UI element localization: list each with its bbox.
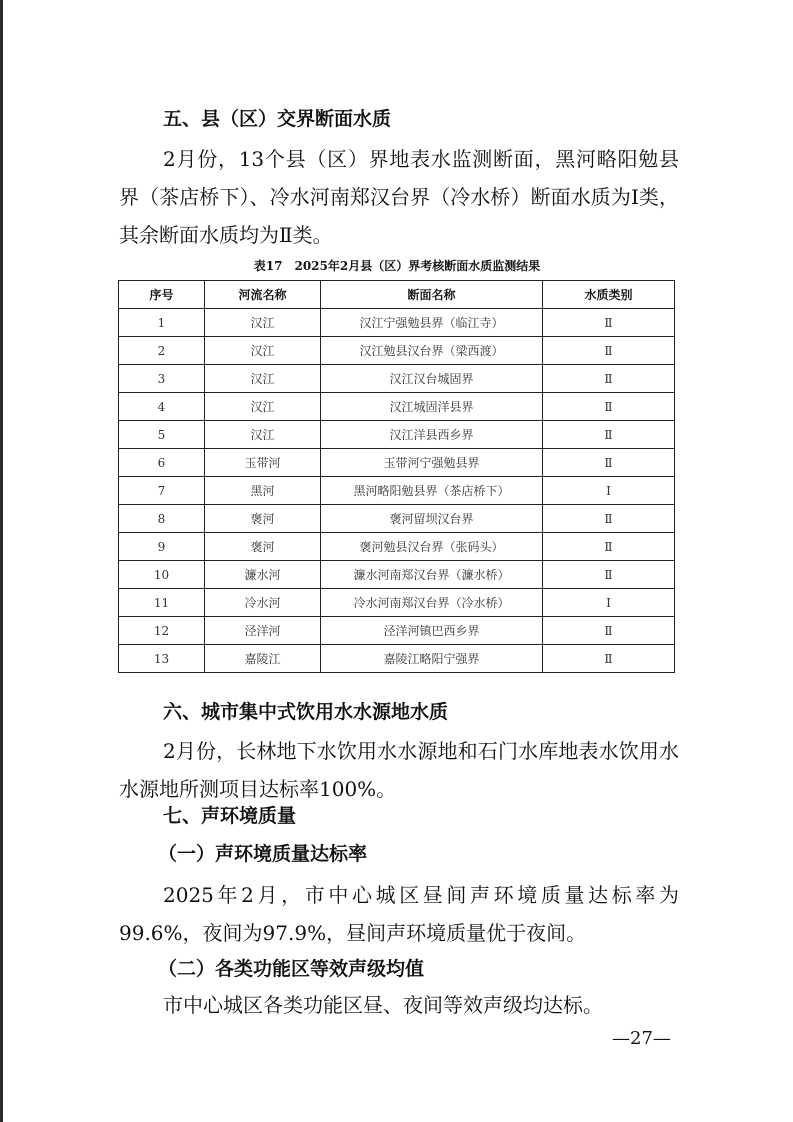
cell-index: 13 [119, 645, 205, 673]
section-6-paragraph: 2月份，长林地下水饮用水水源地和石门水库地表水饮用水水源地所测项目达标率100%。 [119, 739, 679, 801]
cell-river: 汉江 [205, 365, 321, 393]
cell-index: 11 [119, 589, 205, 617]
cell-index: 5 [119, 421, 205, 449]
table-row [119, 617, 675, 645]
table-row [119, 421, 675, 449]
table-row [119, 645, 675, 673]
cell-river: 汉江 [205, 309, 321, 337]
header-section: 断面名称 [321, 281, 543, 309]
cell-index: 12 [119, 617, 205, 645]
table-header-row [119, 281, 675, 309]
cell-section: 汉江洋县西乡界 [321, 421, 543, 449]
table-row [119, 505, 675, 533]
section-7-heading: 七、声环境质量 [163, 805, 297, 827]
cell-river: 泾洋河 [205, 617, 321, 645]
table-body [119, 309, 675, 673]
cell-section: 汉江勉县汉台界（梁西渡） [321, 337, 543, 365]
cell-section: 汉江汉台城固界 [321, 365, 543, 393]
table-row [119, 337, 675, 365]
section-7-sub1-paragraph: 2025年2月，市中心城区昼间声环境质量达标率为99.6%，夜间为97.9%，昼间声环境质量优于夜间。 [119, 883, 679, 945]
cell-section: 褒河勉县汉台界（张码头） [321, 533, 543, 561]
section-7-sub2-heading: （二）各类功能区等效声级均值 [158, 958, 425, 980]
cell-section: 冷水河南郑汉台界（冷水桥） [321, 589, 543, 617]
cell-river: 冷水河 [205, 589, 321, 617]
cell-section: 褒河留坝汉台界 [321, 505, 543, 533]
table-row [119, 561, 675, 589]
cell-index: 10 [119, 561, 205, 589]
page-number: —27— [612, 1028, 671, 1049]
cell-index: 2 [119, 337, 205, 365]
header-river: 河流名称 [205, 281, 321, 309]
cell-quality: Ⅱ [543, 421, 675, 449]
cell-quality: Ⅱ [543, 337, 675, 365]
page-edge-line [0, 0, 3, 1122]
cell-quality: Ⅱ [543, 449, 675, 477]
cell-quality: Ⅱ [543, 533, 675, 561]
cell-index: 6 [119, 449, 205, 477]
cell-river: 褒河 [205, 505, 321, 533]
cell-section: 濂水河南郑汉台界（濂水桥） [321, 561, 543, 589]
table-caption: 表17 2025年2月县（区）界考核断面水质监测结果 [253, 259, 541, 273]
cell-section: 黑河略阳勉县界（茶店桥下） [321, 477, 543, 505]
table-row [119, 477, 675, 505]
section-7-sub1-heading: （一）声环境质量达标率 [158, 843, 368, 865]
cell-quality: Ⅱ [543, 617, 675, 645]
table-row [119, 589, 675, 617]
section-7-sub2-paragraph: 市中心城区各类功能区昼、夜间等效声级均达标。 [163, 993, 603, 1017]
cell-river: 黑河 [205, 477, 321, 505]
cell-quality: Ⅱ [543, 393, 675, 421]
cell-section: 嘉陵江略阳宁强界 [321, 645, 543, 673]
table-row [119, 533, 675, 561]
cell-index: 8 [119, 505, 205, 533]
section-5-heading: 五、县（区）交界断面水质 [163, 108, 392, 130]
cell-index: 4 [119, 393, 205, 421]
cell-quality: Ⅱ [543, 561, 675, 589]
cell-quality: Ⅱ [543, 309, 675, 337]
cell-river: 玉带河 [205, 449, 321, 477]
cell-river: 濂水河 [205, 561, 321, 589]
cell-section: 汉江宁强勉县界（临江寺） [321, 309, 543, 337]
cell-river: 汉江 [205, 337, 321, 365]
section-5-paragraph: 2月份，13个县（区）界地表水监测断面，黑河略阳勉县界（茶店桥下）、冷水河南郑汉台界（冷水桥）断面水质为Ⅰ类，其余断面水质均为Ⅱ类。 [119, 147, 679, 247]
header-index: 序号 [119, 281, 205, 309]
cell-index: 7 [119, 477, 205, 505]
cell-quality: Ⅱ [543, 505, 675, 533]
table-row [119, 449, 675, 477]
water-quality-table [118, 280, 675, 673]
cell-index: 9 [119, 533, 205, 561]
cell-quality: Ⅰ [543, 477, 675, 505]
cell-quality: Ⅱ [543, 645, 675, 673]
table-row [119, 393, 675, 421]
cell-river: 汉江 [205, 421, 321, 449]
cell-index: 3 [119, 365, 205, 393]
table-row [119, 365, 675, 393]
table-row [119, 309, 675, 337]
cell-quality: Ⅱ [543, 365, 675, 393]
cell-section: 汉江城固洋县界 [321, 393, 543, 421]
cell-river: 嘉陵江 [205, 645, 321, 673]
cell-river: 褒河 [205, 533, 321, 561]
cell-quality: Ⅰ [543, 589, 675, 617]
cell-river: 汉江 [205, 393, 321, 421]
section-6-heading: 六、城市集中式饮用水水源地水质 [163, 701, 449, 723]
header-quality: 水质类别 [543, 281, 675, 309]
cell-section: 泾洋河镇巴西乡界 [321, 617, 543, 645]
cell-section: 玉带河宁强勉县界 [321, 449, 543, 477]
cell-index: 1 [119, 309, 205, 337]
